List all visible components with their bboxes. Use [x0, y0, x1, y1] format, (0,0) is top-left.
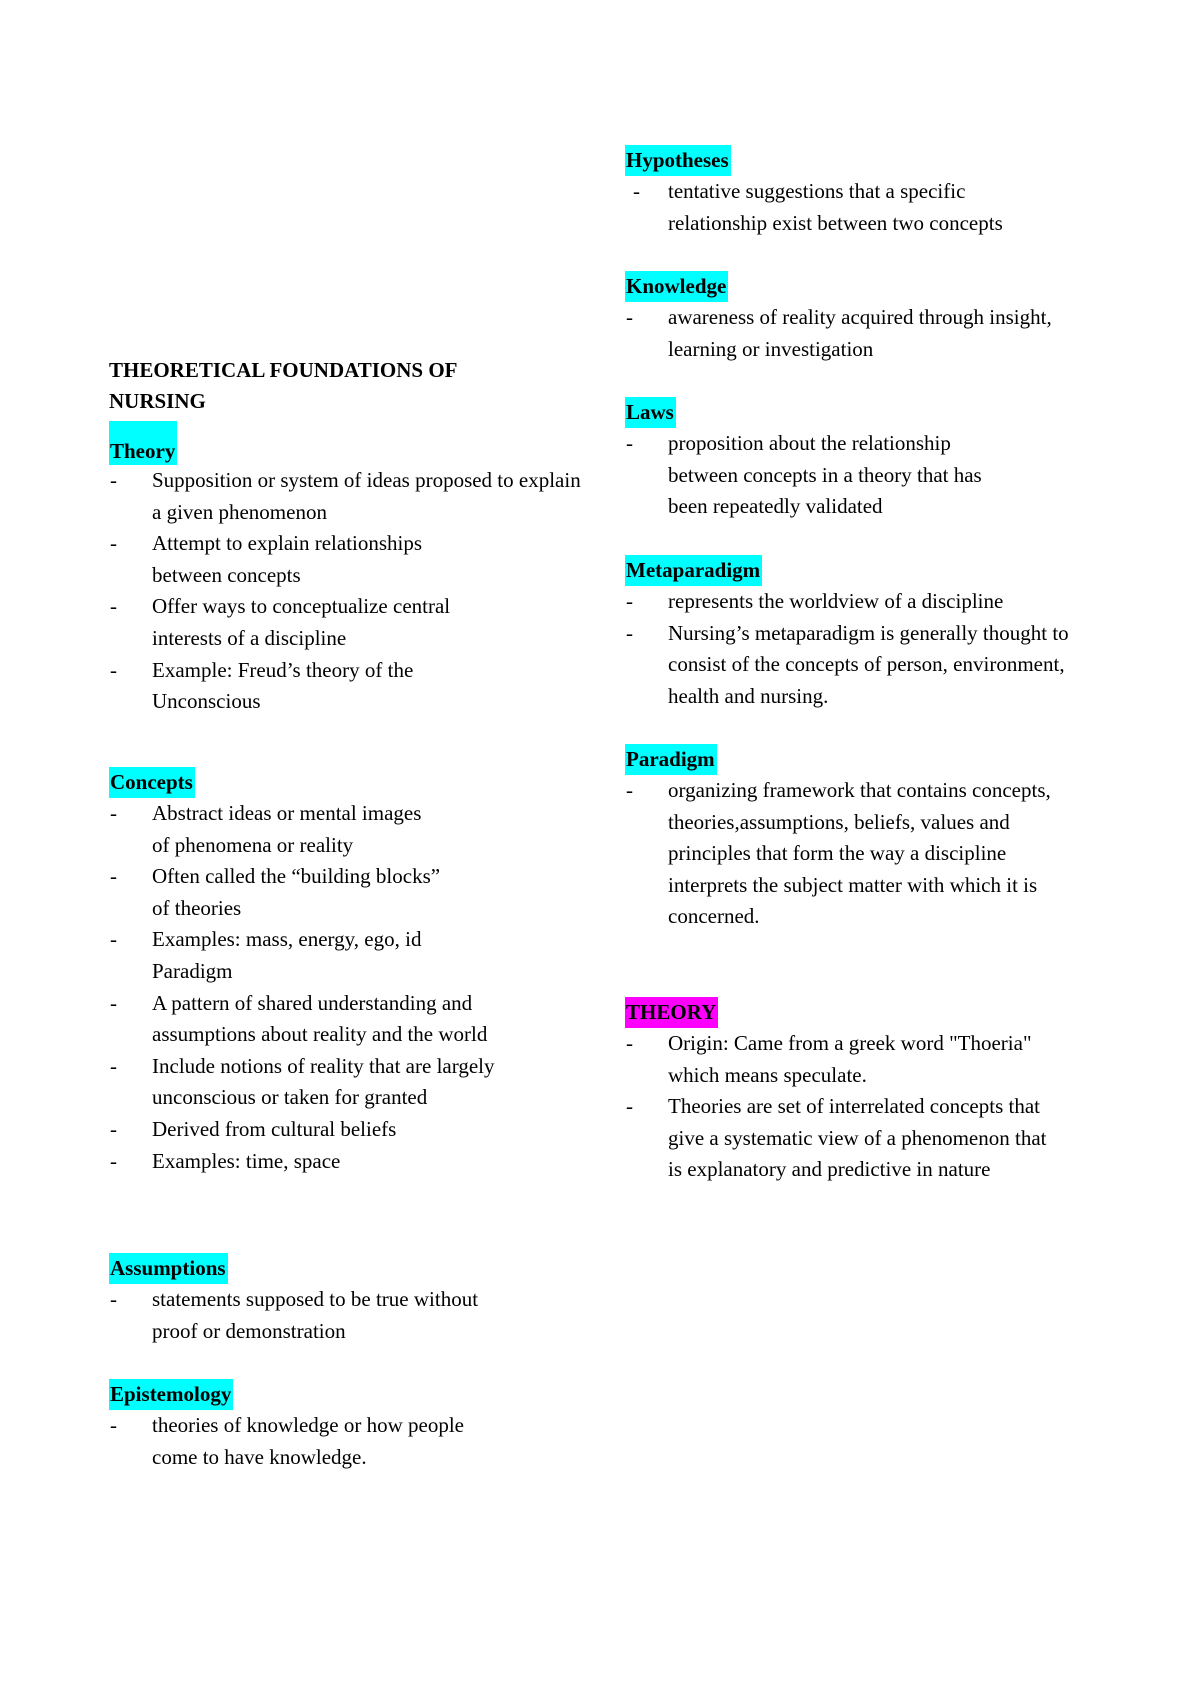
list-item: - awareness of reality acquired through insight, learning or investigation — [625, 302, 1105, 365]
bullet-dash: - — [633, 179, 640, 203]
bullet-dash: - — [110, 531, 117, 556]
bullet-dash: - — [110, 1148, 117, 1173]
bullet-dash: - — [110, 801, 117, 825]
bullet-dash: - — [110, 864, 117, 889]
list-item: - theories of knowledge or how people come to have knowledge. — [109, 1410, 584, 1473]
section-knowledge — [625, 271, 1105, 365]
section-assumptions — [109, 1253, 584, 1347]
list-item: - Abstract ideas or mental images of phenomena or reality — [109, 798, 584, 861]
section-heading-concepts: Concepts — [109, 767, 195, 798]
theory-origin-list — [625, 1028, 1105, 1186]
list-item: - Theories are set of interrelated concepts that give a systematic view of a phenomenon that is explanatory and predictive in nature — [625, 1091, 1105, 1186]
list-item: - represents the worldview of a discipline — [625, 586, 1105, 618]
bullet-dash: - — [626, 1031, 633, 1055]
bullet-dash: - — [626, 778, 633, 802]
section-laws — [625, 397, 1105, 523]
section-heading-hypotheses: Hypotheses — [625, 145, 731, 176]
section-theory — [109, 421, 584, 718]
section-metaparadigm — [625, 555, 1105, 712]
section-heading-knowledge: Knowledge — [625, 271, 728, 302]
list-item: - organizing framework that contains concepts, theories,assumptions, beliefs, values and principles that form the way a discipline interprets the subject matter with which it is concerned. — [625, 775, 1105, 933]
list-item: - Include notions of reality that are largely unconscious or taken for granted — [109, 1051, 584, 1114]
bullet-dash: - — [110, 927, 117, 952]
list-item: - Derived from cultural beliefs — [109, 1114, 584, 1146]
list-item: - tentative suggestions that a specific relationship exist between two concepts — [625, 176, 1105, 239]
bullet-dash: - — [110, 990, 117, 1015]
section-heading-laws: Laws — [625, 397, 676, 428]
page-title: THEORETICAL FOUNDATIONS OF NURSING — [109, 358, 457, 413]
section-heading-assumptions: Assumptions — [109, 1253, 228, 1284]
bullet-dash: - — [110, 468, 117, 492]
section-heading-epistemology: Epistemology — [109, 1379, 233, 1410]
list-item: - Examples: mass, energy, ego, id Paradigm — [109, 924, 584, 987]
list-item: - Supposition or system of ideas proposed to explain a given phenomenon — [109, 465, 584, 528]
hypotheses-list — [625, 176, 1105, 239]
section-theory-origin — [625, 997, 1105, 1186]
section-heading-theory-origin: THEORY — [625, 997, 718, 1028]
bullet-dash: - — [110, 1287, 117, 1311]
section-concepts — [109, 767, 584, 1177]
section-heading-metaparadigm: Metaparadigm — [625, 555, 762, 586]
list-item: - Often called the “building blocks” of theories — [109, 861, 584, 924]
list-item: - Offer ways to conceptualize central interests of a discipline — [109, 591, 584, 654]
section-epistemology — [109, 1379, 584, 1473]
list-item: - Nursing’s metaparadigm is generally thought to consist of the concepts of person, environment, health and nursing. — [625, 618, 1105, 713]
bullet-dash: - — [110, 1413, 117, 1437]
bullet-dash: - — [110, 594, 117, 619]
bullet-dash: - — [110, 657, 117, 682]
list-item: - Example: Freud’s theory of the Unconscious — [109, 655, 584, 718]
epistemology-list — [109, 1410, 584, 1473]
knowledge-list — [625, 302, 1105, 365]
metaparadigm-list — [625, 586, 1105, 712]
bullet-dash: - — [626, 1094, 633, 1119]
section-heading-paradigm: Paradigm — [625, 744, 717, 775]
bullet-dash: - — [626, 589, 633, 613]
list-item: - Examples: time, space — [109, 1146, 584, 1178]
list-item: - proposition about the relationship between concepts in a theory that has been repeatedly validated — [625, 428, 1105, 523]
laws-list — [625, 428, 1105, 523]
assumptions-list — [109, 1284, 584, 1347]
list-item: - Origin: Came from a greek word "Thoeria" which means speculate. — [625, 1028, 1105, 1091]
list-item: - Attempt to explain relationships between concepts — [109, 528, 584, 591]
section-heading-theory: Theory — [109, 421, 177, 465]
section-hypotheses — [625, 145, 1105, 239]
list-item: - A pattern of shared understanding and assumptions about reality and the world — [109, 988, 584, 1051]
theory-list — [109, 465, 584, 718]
section-paradigm — [625, 744, 1105, 933]
bullet-dash: - — [626, 305, 633, 329]
list-item: - statements supposed to be true without proof or demonstration — [109, 1284, 584, 1347]
bullet-dash: - — [110, 1053, 117, 1078]
bullet-dash: - — [626, 620, 633, 645]
paradigm-list — [625, 775, 1105, 933]
bullet-dash: - — [626, 431, 633, 455]
concepts-list — [109, 798, 584, 1177]
bullet-dash: - — [110, 1116, 117, 1141]
